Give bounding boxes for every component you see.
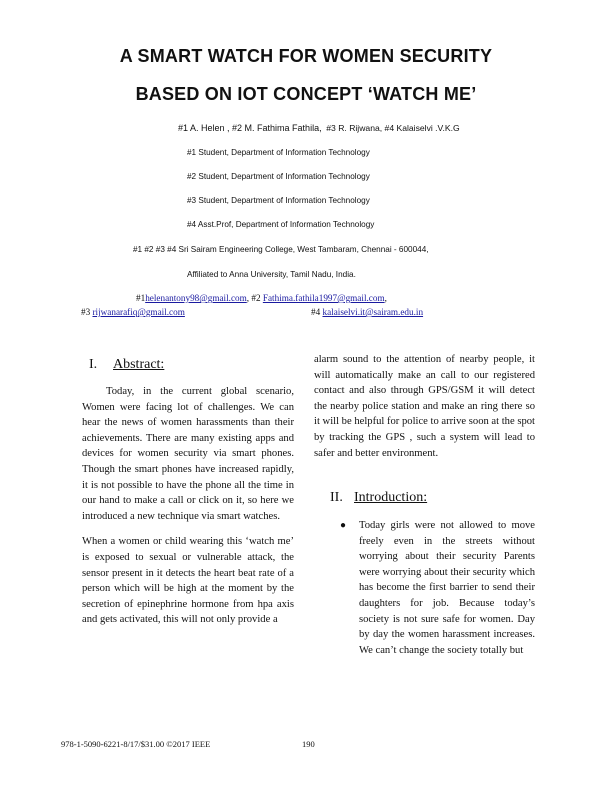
abstract-title: Abstract: xyxy=(113,357,165,372)
abstract-body xyxy=(82,384,294,628)
paper-title-line-2: BASED ON IOT CONCEPT ‘WATCH ME’ xyxy=(135,84,477,104)
affiliation-4: #4 Asst.Prof, Department of Information Technology xyxy=(187,220,375,229)
introduction-bullet-1 xyxy=(340,518,535,658)
email-3-prefix: #3 xyxy=(81,307,91,317)
email-line-1 xyxy=(136,293,387,303)
email-link-4[interactable]: kalaiselvi.it@sairam.edu.in xyxy=(322,307,424,317)
affiliation-2: #2 Student, Department of Information Technology xyxy=(187,172,370,181)
author-1: #1 A. Helen , #2 M. Fathima Fathila, xyxy=(178,123,322,133)
abstract-continuation xyxy=(314,352,535,461)
paper-title-line-1: A SMART WATCH FOR WOMEN SECURITY xyxy=(119,46,493,66)
abstract-paragraph-3: alarm sound to the attention of nearby people, it will automatically make an call to our registered contact and also through GPS/GSM it will detect the nearby police station and make an ring there so it will be helpful for police to arrive soon at the spot by tracking the GPS , such a system will lead to safer and better environment. xyxy=(314,354,535,459)
page-number: 190 xyxy=(302,739,315,749)
authors-line xyxy=(178,123,460,134)
introduction-heading xyxy=(330,490,427,506)
affiliation-3: #3 Student, Department of Information Technology xyxy=(187,196,370,205)
email-link-1[interactable]: helenantony98@gmail.com xyxy=(145,293,247,303)
bullet-icon: ● xyxy=(340,520,347,531)
email-4-prefix: #4 xyxy=(311,307,321,317)
email-2-suffix: , xyxy=(384,293,387,303)
introduction-title: Introduction: xyxy=(354,490,428,505)
affiliation-1: #1 Student, Department of Information Technology xyxy=(187,148,370,157)
email-link-3[interactable]: rijwanarafiq@gmail.com xyxy=(92,307,185,317)
abstract-paragraph-1: Today, in the current global scenario, Women were facing lot of challenges. We can hear the news of women harassments than their achievements. There are many existing apps and devices for women security via smart phones. Though the smart phones have increased rapidly, it is not possible to have the phone all the time in our hand to make a call or click on it, so here we introduced a new technique via smart watches. xyxy=(82,386,294,522)
email-line-2b xyxy=(311,307,423,317)
footer-copyright: 978-1-5090-6221-8/17/$31.00 ©2017 IEEE xyxy=(61,739,211,749)
abstract-heading xyxy=(89,357,164,373)
university-line: Affiliated to Anna University, Tamil Nadu, India. xyxy=(187,270,356,279)
abstract-paragraph-2: When a women or child wearing this ‘watch me’ is exposed to sexual or vulnerable attack, the sensor present in it detects the heart beat rate of a person which will be high at the moment by the secretion of epinephrine hormone from hpa axis and gets activated, this will not only provide a xyxy=(82,536,294,626)
college-line: #1 #2 #3 #4 Sri Sairam Engineering College, West Tambaram, Chennai - 600044, xyxy=(133,245,429,254)
email-2-prefix: , #2 xyxy=(246,293,261,303)
email-1-prefix: #1 xyxy=(136,293,146,303)
introduction-bullet-text: Today girls were not allowed to move freely even in the streets without worrying about their security Parents were worrying about their security which has become the first barrier to send their daughters for job. Because today’s society is not sure safe for women. Day by day the women harassment increases. We can’t change the society totally but xyxy=(359,520,535,656)
abstract-number: I. xyxy=(89,357,98,372)
introduction-number: II. xyxy=(330,490,343,505)
email-line-2a xyxy=(81,307,185,317)
author-2: #3 R. Rijwana, #4 Kalaiselvi .V.K.G xyxy=(326,123,460,133)
email-link-2[interactable]: Fathima.fathila1997@gmail.com xyxy=(262,293,385,303)
